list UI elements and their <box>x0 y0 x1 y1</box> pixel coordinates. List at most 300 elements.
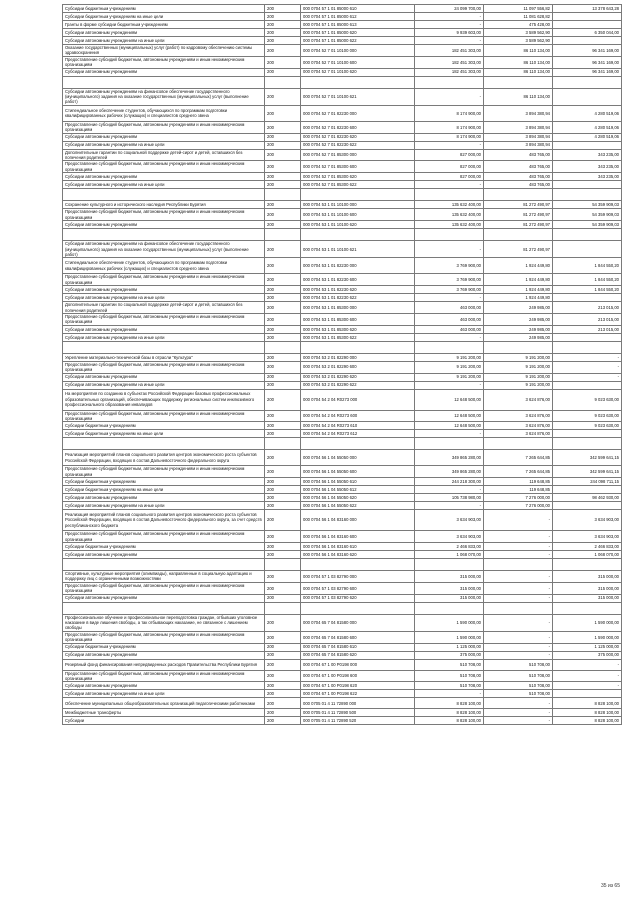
row-code-cell: 200 <box>265 361 301 373</box>
row-name-cell: Предоставление субсидий бюджетным, автономным учреждениям и иным некоммерческим организациям <box>63 161 265 173</box>
row-kbk-cell: 000 0704 53 1 01 82230 000 <box>301 258 415 274</box>
row-executed-cell: 249 985,00 <box>484 325 553 333</box>
table-row <box>63 698 622 709</box>
row-approved-cell: - <box>415 13 484 21</box>
row-name-cell: Субсидии автономным учреждениям <box>63 325 265 333</box>
row-kbk-cell: 000 0704 57 1 01 85000 613 <box>301 21 415 29</box>
row-executed-cell: 510 708,00 <box>484 690 553 698</box>
row-approved-cell: 8 174 900,00 <box>415 121 484 133</box>
row-approved-cell: - <box>415 21 484 29</box>
row-executed-cell: 119 648,85 <box>484 486 553 494</box>
row-kbk-cell: 000 0704 53 1 01 82230 622 <box>301 294 415 302</box>
row-remaining-cell: 96 341 169,00 <box>553 45 622 57</box>
table-row <box>63 5 622 13</box>
row-name-cell: Предоставление субсидий бюджетным, автономным учреждениям и иным некоммерческим организациям <box>63 631 265 643</box>
row-remaining-cell: 4 280 519,06 <box>553 133 622 141</box>
row-executed-cell: - <box>484 651 553 659</box>
row-code-cell: 200 <box>265 56 301 68</box>
gap-cell <box>301 341 415 353</box>
row-kbk-cell: 000 0704 65 7 04 81580 000 <box>301 614 415 631</box>
row-approved-cell: 9 191 200,00 <box>415 353 484 361</box>
row-approved-cell: 135 632 400,00 <box>415 221 484 229</box>
table-row <box>63 181 622 189</box>
row-executed-cell: 81 272 490,97 <box>484 209 553 221</box>
row-code-cell: 200 <box>265 410 301 422</box>
table-row <box>63 486 622 494</box>
row-code-cell: 200 <box>265 68 301 76</box>
table-row <box>63 422 622 430</box>
table-row <box>63 149 622 161</box>
row-name-cell: Предоставление субсидий бюджетным, автономным учреждениям и иным некоммерческим организациям <box>63 274 265 286</box>
row-name-cell: Предоставление субсидий бюджетным, автономным учреждениям и иным некоммерческим организациям <box>63 670 265 682</box>
gap-cell <box>484 438 553 450</box>
row-code-cell: 200 <box>265 430 301 438</box>
table-row <box>63 659 622 670</box>
row-executed-cell: - <box>484 543 553 551</box>
row-remaining-cell: 96 341 169,00 <box>553 68 622 76</box>
table-row <box>63 361 622 373</box>
row-executed-cell: - <box>484 510 553 531</box>
table-row <box>63 45 622 57</box>
row-remaining-cell: 315 000,00 <box>553 594 622 602</box>
row-kbk-cell: 000 0704 56 1 04 55050 622 <box>301 502 415 510</box>
row-approved-cell: - <box>415 181 484 189</box>
row-approved-cell: 375 000,00 <box>415 651 484 659</box>
row-name-cell: На мероприятия по созданию в субъектах Российской Федерации базовых профессиональных образовательных организаций, обеспечивающих поддержку региональных систем инклюзивного профессионального образования инвалидов <box>63 389 265 410</box>
row-approved-cell: 463 000,00 <box>415 313 484 325</box>
row-remaining-cell: 213 015,00 <box>553 302 622 314</box>
row-executed-cell: 7 265 644,85 <box>484 466 553 478</box>
table-row <box>63 709 622 717</box>
row-code-cell: 200 <box>265 709 301 717</box>
row-name-cell: Укрепление материально-технической базы в отрасли "Культура" <box>63 353 265 361</box>
row-executed-cell: 510 708,00 <box>484 659 553 670</box>
row-kbk-cell: 000 0704 52 7 01 82230 000 <box>301 105 415 121</box>
gap-cell <box>415 559 484 571</box>
row-executed-cell: - <box>484 582 553 594</box>
row-code-cell: 200 <box>265 422 301 430</box>
row-kbk-cell: 000 0704 53 2 01 82290 000 <box>301 353 415 361</box>
row-executed-cell: 119 648,85 <box>484 478 553 486</box>
row-kbk-cell: 000 0704 57 1 03 82790 620 <box>301 594 415 602</box>
row-approved-cell: - <box>415 141 484 149</box>
row-name-cell: Субсидии автономным учреждениям <box>63 133 265 141</box>
row-remaining-cell: 54 359 909,03 <box>553 209 622 221</box>
gap-cell <box>265 76 301 88</box>
row-executed-cell: - <box>484 614 553 631</box>
row-code-cell: 200 <box>265 494 301 502</box>
gap-cell <box>553 229 622 241</box>
table-row <box>63 221 622 229</box>
table-row <box>63 551 622 559</box>
row-name-cell: Оказание государственных (муниципальных) услуг (работ) по кадровому обеспечению системы здравоохранения <box>63 45 265 57</box>
row-kbk-cell: 000 0704 56 1 04 55050 000 <box>301 450 415 466</box>
row-executed-cell: 11 081 628,82 <box>484 13 553 21</box>
row-remaining-cell: 2 466 833,00 <box>553 543 622 551</box>
row-remaining-cell: 3 634 903,00 <box>553 531 622 543</box>
row-kbk-cell: 000 0704 57 1 01 85000 620 <box>301 29 415 37</box>
row-name-cell: Предоставление субсидий бюджетным, автономным учреждениям и иным некоммерческим организациям <box>63 56 265 68</box>
row-kbk-cell: 000 0704 53 2 01 82290 600 <box>301 361 415 373</box>
row-name-cell: Предоставление субсидий бюджетным, автономным учреждениям и иным некоммерческим организациям <box>63 361 265 373</box>
row-approved-cell: 3 634 903,00 <box>415 531 484 543</box>
row-kbk-cell: 000 0704 52 7 01 82230 622 <box>301 141 415 149</box>
table-row <box>63 531 622 543</box>
row-approved-cell: - <box>415 333 484 341</box>
table-row <box>63 241 622 258</box>
row-code-cell: 200 <box>265 294 301 302</box>
row-executed-cell: 475 428,00 <box>484 21 553 29</box>
row-remaining-cell: 343 235,00 <box>553 149 622 161</box>
row-remaining-cell <box>553 690 622 698</box>
row-code-cell: 200 <box>265 381 301 389</box>
row-executed-cell: 3 624 876,00 <box>484 410 553 422</box>
row-executed-cell: 249 985,00 <box>484 333 553 341</box>
row-name-cell: Предоставление субсидий бюджетным, автономным учреждениям и иным некоммерческим организациям <box>63 209 265 221</box>
row-approved-cell: 105 738 980,00 <box>415 494 484 502</box>
row-executed-cell: 7 276 000,00 <box>484 494 553 502</box>
row-approved-cell: 8 828 100,00 <box>415 709 484 717</box>
row-executed-cell: 3 894 380,94 <box>484 105 553 121</box>
row-code-cell: 200 <box>265 682 301 690</box>
row-kbk-cell: 000 0704 67 1 00 P0198 620 <box>301 682 415 690</box>
row-remaining-cell: 1 844 550,20 <box>553 274 622 286</box>
row-approved-cell: - <box>415 37 484 45</box>
row-approved-cell: 2 466 833,00 <box>415 543 484 551</box>
section-gap <box>63 189 622 201</box>
row-remaining-cell: 342 599 641,15 <box>553 450 622 466</box>
row-approved-cell: 24 099 700,00 <box>415 5 484 13</box>
row-remaining-cell: 315 000,00 <box>553 571 622 583</box>
row-kbk-cell: 000 0704 53 2 01 82290 622 <box>301 381 415 389</box>
row-executed-cell: - <box>484 709 553 717</box>
row-name-cell: Субсидии бюджетным учреждениям <box>63 422 265 430</box>
row-remaining-cell: 315 000,00 <box>553 582 622 594</box>
row-remaining-cell <box>553 241 622 258</box>
row-remaining-cell <box>553 502 622 510</box>
gap-cell <box>301 602 415 614</box>
gap-cell <box>265 438 301 450</box>
row-kbk-cell: 000 0704 53 1 01 10100 620 <box>301 221 415 229</box>
gap-cell <box>301 229 415 241</box>
row-kbk-cell: 000 0704 57 1 01 85000 612 <box>301 13 415 21</box>
row-name-cell: Субсидии автономным учреждениям на иные цели <box>63 141 265 149</box>
row-remaining-cell: 1 068 070,00 <box>553 551 622 559</box>
row-approved-cell: 3 769 900,00 <box>415 274 484 286</box>
row-code-cell: 200 <box>265 241 301 258</box>
row-executed-cell: 483 765,00 <box>484 173 553 181</box>
table-row <box>63 161 622 173</box>
row-code-cell: 200 <box>265 5 301 13</box>
row-approved-cell: 315 000,00 <box>415 582 484 594</box>
row-approved-cell: 8 174 900,00 <box>415 133 484 141</box>
row-code-cell: 200 <box>265 313 301 325</box>
row-executed-cell: 249 985,00 <box>484 302 553 314</box>
row-name-cell: Субсидии автономным учреждениям <box>63 551 265 559</box>
row-remaining-cell: 9 023 630,00 <box>553 410 622 422</box>
row-kbk-cell: 000 0705 01 4 11 72890 500 <box>301 709 415 717</box>
row-remaining-cell: 4 280 519,06 <box>553 105 622 121</box>
row-remaining-cell: 54 359 909,03 <box>553 201 622 209</box>
row-name-cell: Субсидии бюджетным учреждениям <box>63 543 265 551</box>
gap-cell <box>301 438 415 450</box>
row-approved-cell: 463 000,00 <box>415 325 484 333</box>
row-approved-cell: 182 451 303,00 <box>415 45 484 57</box>
row-kbk-cell: 000 0704 56 1 04 83160 000 <box>301 510 415 531</box>
section-gap <box>63 229 622 241</box>
row-code-cell: 200 <box>265 181 301 189</box>
table-row <box>63 313 622 325</box>
row-code-cell: 200 <box>265 149 301 161</box>
row-code-cell: 200 <box>265 614 301 631</box>
row-executed-cell: 1 924 449,80 <box>484 274 553 286</box>
row-code-cell: 200 <box>265 121 301 133</box>
table-row <box>63 571 622 583</box>
table-row <box>63 594 622 602</box>
gap-cell <box>553 559 622 571</box>
row-approved-cell: 3 769 900,00 <box>415 258 484 274</box>
row-kbk-cell: 000 0704 57 1 01 85000 610 <box>301 5 415 13</box>
row-remaining-cell <box>553 294 622 302</box>
row-code-cell: 200 <box>265 88 301 105</box>
row-kbk-cell: 000 0704 53 1 01 85300 600 <box>301 313 415 325</box>
row-code-cell: 200 <box>265 582 301 594</box>
table-row <box>63 325 622 333</box>
row-code-cell: 200 <box>265 698 301 709</box>
table-row <box>63 294 622 302</box>
row-executed-cell: 3 894 380,94 <box>484 133 553 141</box>
row-executed-cell: - <box>484 643 553 651</box>
row-code-cell: 200 <box>265 353 301 361</box>
table-row <box>63 286 622 294</box>
row-executed-cell: 3 589 562,90 <box>484 37 553 45</box>
row-approved-cell: 8 828 100,00 <box>415 717 484 725</box>
row-approved-cell: 182 451 303,00 <box>415 56 484 68</box>
row-kbk-cell: 000 0704 52 7 01 10100 000 <box>301 45 415 57</box>
row-code-cell: 200 <box>265 478 301 486</box>
row-approved-cell: 8 828 100,00 <box>415 698 484 709</box>
row-approved-cell: 463 000,00 <box>415 302 484 314</box>
gap-cell <box>63 189 265 201</box>
row-approved-cell: 510 708,00 <box>415 659 484 670</box>
row-name-cell: Субсидии <box>63 717 265 725</box>
row-code-cell: 200 <box>265 643 301 651</box>
row-executed-cell: 81 272 490,97 <box>484 241 553 258</box>
gap-cell <box>415 438 484 450</box>
gap-cell <box>553 341 622 353</box>
row-approved-cell: - <box>415 294 484 302</box>
page-number: 35 из 65 <box>601 883 620 889</box>
row-code-cell: 200 <box>265 717 301 725</box>
row-kbk-cell: 000 0704 52 7 01 85300 000 <box>301 149 415 161</box>
row-code-cell: 200 <box>265 141 301 149</box>
row-name-cell: Субсидии автономным учреждениям <box>63 221 265 229</box>
row-name-cell: Предоставление субсидий бюджетным, автономным учреждениям и иным некоммерческим организациям <box>63 410 265 422</box>
table-body <box>63 5 622 725</box>
row-name-cell: Субсидии автономным учреждениям <box>63 68 265 76</box>
row-remaining-cell: 4 280 519,06 <box>553 121 622 133</box>
row-code-cell: 200 <box>265 510 301 531</box>
table-row <box>63 21 622 29</box>
row-name-cell: Межбюджетные трансферты <box>63 709 265 717</box>
row-approved-cell: 315 000,00 <box>415 594 484 602</box>
row-name-cell: Резервный фонд финансирования непредвиденных расходов Правительства Республики Бурятия <box>63 659 265 670</box>
row-executed-cell: 3 589 562,90 <box>484 29 553 37</box>
table-row <box>63 173 622 181</box>
table-row <box>63 121 622 133</box>
gap-cell <box>415 189 484 201</box>
gap-cell <box>265 189 301 201</box>
table-row <box>63 13 622 21</box>
row-name-cell: Субсидии автономным учреждениям <box>63 286 265 294</box>
row-name-cell: Предоставление субсидий бюджетным, автономным учреждениям и иным некоммерческим организациям <box>63 313 265 325</box>
row-executed-cell: 483 765,00 <box>484 149 553 161</box>
row-executed-cell: 3 624 876,00 <box>484 422 553 430</box>
row-kbk-cell: 000 0704 52 7 01 10100 621 <box>301 88 415 105</box>
gap-cell <box>63 438 265 450</box>
table-row <box>63 494 622 502</box>
row-remaining-cell <box>553 13 622 21</box>
row-executed-cell: - <box>484 594 553 602</box>
row-name-cell: Стипендиальное обеспечение студентов, обучающихся по программам подготовки квалифицированных рабочих (служащих) и специалистов среднего звена <box>63 105 265 121</box>
row-approved-cell: 510 708,00 <box>415 682 484 690</box>
row-approved-cell: 9 191 200,00 <box>415 373 484 381</box>
row-code-cell: 200 <box>265 670 301 682</box>
row-name-cell: Предоставление субсидий бюджетным, автономным учреждениям и иным некоммерческим организациям <box>63 121 265 133</box>
row-code-cell: 200 <box>265 690 301 698</box>
row-code-cell: 200 <box>265 161 301 173</box>
table-row <box>63 450 622 466</box>
row-approved-cell: 12 648 500,00 <box>415 410 484 422</box>
row-name-cell: Гранты в форме субсидии бюджетным учреждениям <box>63 21 265 29</box>
row-kbk-cell: 000 0704 56 1 04 55050 612 <box>301 486 415 494</box>
row-remaining-cell: 1 590 000,00 <box>553 614 622 631</box>
row-kbk-cell: 000 0704 57 1 03 82790 000 <box>301 571 415 583</box>
row-kbk-cell: 000 0704 54 2 04 R0273 000 <box>301 389 415 410</box>
row-executed-cell: 3 624 876,00 <box>484 389 553 410</box>
row-executed-cell: 3 624 876,00 <box>484 430 553 438</box>
row-kbk-cell: 000 0704 65 7 04 81580 600 <box>301 631 415 643</box>
row-code-cell: 200 <box>265 502 301 510</box>
row-executed-cell: - <box>484 551 553 559</box>
row-name-cell: Субсидии бюджетным учреждениям на иные цели <box>63 13 265 21</box>
row-name-cell: Субсидии автономным учреждениям на иные цели <box>63 381 265 389</box>
row-executed-cell: 86 110 134,00 <box>484 68 553 76</box>
row-name-cell: Субсидии автономным учреждениям на финансовое обеспечение государственного (муниципального) задания на оказание государственных (муниципальных) услуг (выполнение работ) <box>63 241 265 258</box>
gap-cell <box>63 341 265 353</box>
table-row <box>63 333 622 341</box>
row-executed-cell: 9 191 200,00 <box>484 353 553 361</box>
row-remaining-cell: 343 235,00 <box>553 173 622 181</box>
table-row <box>63 141 622 149</box>
row-executed-cell: 9 191 200,00 <box>484 381 553 389</box>
gap-cell <box>265 229 301 241</box>
row-kbk-cell: 000 0704 57 1 01 85000 622 <box>301 37 415 45</box>
row-code-cell: 200 <box>265 373 301 381</box>
row-code-cell: 200 <box>265 221 301 229</box>
row-approved-cell: 827 000,00 <box>415 149 484 161</box>
gap-cell <box>415 602 484 614</box>
row-code-cell: 200 <box>265 571 301 583</box>
row-code-cell: 200 <box>265 551 301 559</box>
row-code-cell: 200 <box>265 302 301 314</box>
table-row <box>63 410 622 422</box>
row-code-cell: 200 <box>265 450 301 466</box>
row-kbk-cell: 000 0704 54 2 04 R0273 612 <box>301 430 415 438</box>
row-approved-cell: - <box>415 502 484 510</box>
table-row <box>63 478 622 486</box>
row-name-cell: Предоставление субсидий бюджетным, автономным учреждениям и иным некоммерческим организациям <box>63 582 265 594</box>
row-approved-cell: - <box>415 381 484 389</box>
row-kbk-cell: 000 0704 56 1 04 55050 600 <box>301 466 415 478</box>
row-kbk-cell: 000 0704 56 1 04 83160 610 <box>301 543 415 551</box>
row-kbk-cell: 000 0704 53 1 01 85300 620 <box>301 325 415 333</box>
row-name-cell: Предоставление субсидий бюджетным, автономным учреждениям и иным некоммерческим организациям <box>63 466 265 478</box>
section-gap <box>63 76 622 88</box>
row-executed-cell: 81 272 490,97 <box>484 201 553 209</box>
row-executed-cell: 510 708,00 <box>484 682 553 690</box>
row-kbk-cell: 000 0704 65 7 04 81580 610 <box>301 643 415 651</box>
row-remaining-cell: 343 235,00 <box>553 161 622 173</box>
row-kbk-cell: 000 0704 67 1 00 P0198 622 <box>301 690 415 698</box>
table-row <box>63 201 622 209</box>
row-executed-cell: 7 265 644,85 <box>484 450 553 466</box>
row-code-cell: 200 <box>265 659 301 670</box>
row-remaining-cell: 342 599 641,15 <box>553 466 622 478</box>
table-row <box>63 209 622 221</box>
table-row <box>63 682 622 690</box>
row-remaining-cell: 54 359 909,03 <box>553 221 622 229</box>
row-approved-cell: 135 632 400,00 <box>415 209 484 221</box>
row-code-cell: 200 <box>265 209 301 221</box>
row-kbk-cell: 000 0704 54 2 04 R0273 600 <box>301 410 415 422</box>
row-approved-cell: 135 632 400,00 <box>415 201 484 209</box>
table-row <box>63 68 622 76</box>
row-name-cell: Обеспечение муниципальных общеобразовательных организаций педагогическими работниками <box>63 698 265 709</box>
row-remaining-cell <box>553 141 622 149</box>
row-approved-cell: - <box>415 88 484 105</box>
row-code-cell: 200 <box>265 466 301 478</box>
row-name-cell: Субсидии бюджетным учреждениям на иные цели <box>63 486 265 494</box>
row-executed-cell: 9 191 200,00 <box>484 361 553 373</box>
row-remaining-cell: - <box>553 361 622 373</box>
gap-cell <box>63 76 265 88</box>
table-row <box>63 510 622 531</box>
row-executed-cell: - <box>484 717 553 725</box>
row-name-cell: Субсидии автономным учреждениям <box>63 651 265 659</box>
row-code-cell: 200 <box>265 201 301 209</box>
row-name-cell: Стипендиальное обеспечение студентов, обучающихся по программам подготовки квалифицированных рабочих (служащих) и специалистов среднего звена <box>63 258 265 274</box>
row-remaining-cell: 13 378 643,28 <box>553 5 622 13</box>
row-remaining-cell <box>553 181 622 189</box>
row-approved-cell: 3 769 900,00 <box>415 286 484 294</box>
row-name-cell: Субсидии бюджетным учреждениям <box>63 5 265 13</box>
gap-cell <box>484 602 553 614</box>
table-row <box>63 690 622 698</box>
table-row <box>63 502 622 510</box>
row-code-cell: 200 <box>265 133 301 141</box>
row-code-cell: 200 <box>265 651 301 659</box>
row-code-cell: 200 <box>265 333 301 341</box>
row-executed-cell: 1 924 449,80 <box>484 294 553 302</box>
row-approved-cell: 315 000,00 <box>415 571 484 583</box>
row-remaining-cell <box>553 37 622 45</box>
row-executed-cell: 483 765,00 <box>484 181 553 189</box>
row-executed-cell: 9 191 200,00 <box>484 373 553 381</box>
row-kbk-cell: 000 0704 67 1 00 P0198 000 <box>301 659 415 670</box>
table-row <box>63 389 622 410</box>
gap-cell <box>484 341 553 353</box>
